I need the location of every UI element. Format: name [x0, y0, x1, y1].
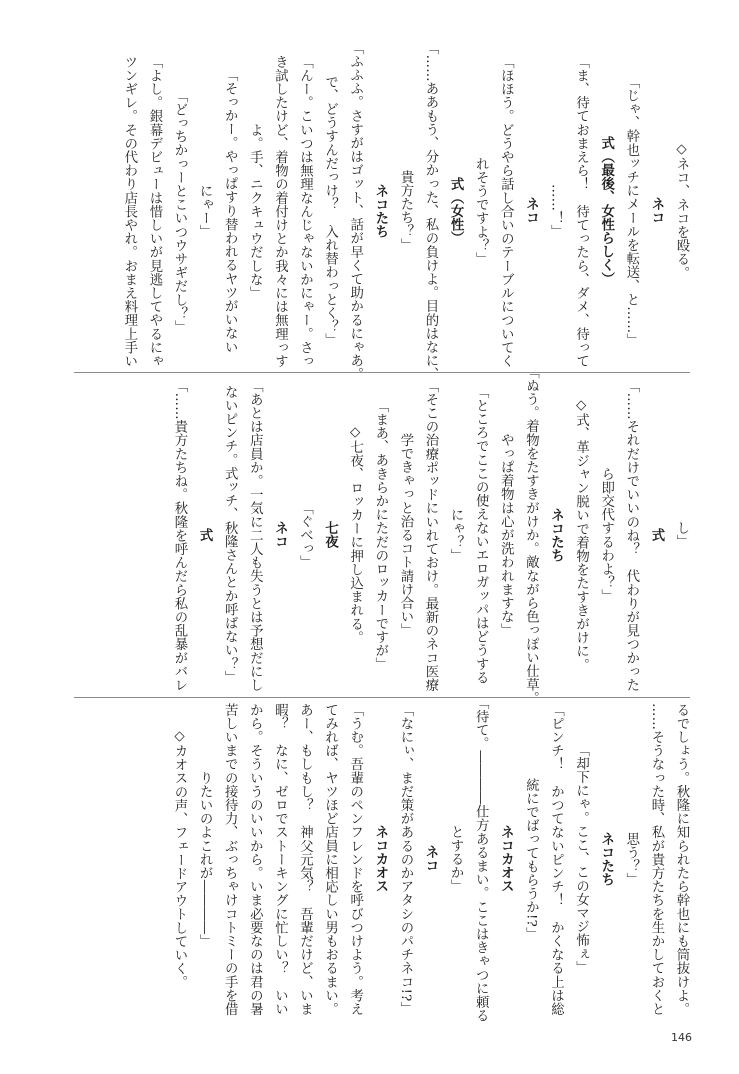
dialogue-line: 「うむ。吾輩のペンフレンドを呼びつけよう。考え	[347, 702, 363, 1016]
dialogue-line: 「そこの治療ポッドにいれておけ。最新のネコ医療	[423, 378, 438, 692]
speaker-name: ネコたち	[372, 183, 388, 239]
stage-direction: ◇七夜、ロッカーに押し込まれる。	[347, 425, 363, 645]
dialogue-line: ら即交代するわよ？」	[598, 467, 614, 603]
dialogue-line: ……！」	[548, 183, 564, 239]
dialogue-line: にゃ？」	[448, 507, 464, 563]
dialogue-line: とするか」	[448, 825, 464, 893]
dialogue-line: 「んー。こいつは無理なんじゃないかにゃー。さっ	[297, 54, 313, 368]
dialogue-line: 「よし。銀幕デビューは惜しいが見逃してやるにゃ	[146, 54, 162, 368]
speaker-name: ネコ	[648, 197, 664, 225]
speaker-name: 式（女性）	[448, 177, 464, 245]
speaker-name: ネコ	[523, 197, 539, 225]
dialogue-line: 「……貴方たちね。秋隆を呼んだら私の乱暴がバレ	[172, 378, 187, 692]
dialogue-line: 「待て。――――仕方あるまい。ここはきゃつに頼る	[473, 695, 489, 1023]
dialogue-line: 「ほほう。どうやら話し合いのテーブルについてく	[498, 54, 514, 368]
dialogue-line: 「ところでここの使えないエロガッパはどうする	[473, 385, 489, 685]
dialogue-line: ないピンチ。式ッチ、秋隆さんとか呼ばない？」	[222, 385, 238, 685]
speaker-name: ネコたち	[598, 831, 614, 887]
dialogue-line: 「どっちかっーとこいつウサギだし？」	[172, 88, 187, 334]
dialogue-line: ツンギレ。その代わり店長やれ。おまえ料理上手い	[121, 54, 137, 368]
text-tier-top	[74, 41, 690, 381]
dialogue-line: 暇？ なに、ゼロでストーキングに忙しい？ いい	[272, 702, 288, 1016]
dialogue-line: 「じゃ、幹也ッチにメールを転送、と……」	[623, 75, 639, 347]
dialogue-line: 「ふふふ。さすがはゴット、話が早くて助かるにゃあ。	[347, 41, 363, 381]
dialogue-line: から。そういうのいいから。いま必要なのは君の暑	[247, 702, 263, 1016]
speaker-name: ネコ	[272, 521, 288, 549]
dialogue-line: りたいのよこれが――――」	[197, 770, 213, 948]
dialogue-line: 「ぐべっ」	[297, 501, 313, 569]
speaker-name: 式	[648, 528, 664, 542]
stage-direction: ◇ネコ、ネコを殴る。	[674, 142, 689, 280]
dialogue-line: 「ピンチ！ かつてないピンチ！ かくなる上は総	[548, 702, 564, 1016]
dialogue-line: し」	[674, 521, 689, 549]
dialogue-line: 「あとは店員か。一気に二人も失うとは予想だにし	[247, 378, 263, 692]
dialogue-line: るでしょう。秋隆に知られたら幹也にも筒抜けよ。	[674, 702, 689, 1016]
dialogue-line: 学できゃっと治るコト請け合い」	[397, 433, 413, 637]
dialogue-line: 「ぬう。着物をたすきがけか。敵ながら色っぽい仕草。	[523, 365, 539, 705]
tier-divider-top	[74, 372, 690, 373]
dialogue-line: で、どうすんだっけ？ 入れ替わっとく？」	[322, 75, 338, 347]
dialogue-line: 「まあ、あきらかにただのロッカーですが」	[372, 399, 388, 671]
dialogue-line: 「却下にゃ。ここ、この女マジ怖ぇ」	[573, 743, 589, 975]
stage-direction: ◇式、革ジャン脱いで着物をたすきがけに。	[573, 398, 589, 672]
dialogue-line: やっぱ着物は心が洗われますな」	[498, 433, 514, 637]
stage-direction: ◇カオスの声、フェードアウトしていく。	[172, 729, 187, 989]
dialogue-line: 「そっかー。やっぱすり替われるヤツがいない	[222, 68, 238, 354]
speaker-name: 七夜	[322, 521, 338, 549]
tier-divider-bottom	[74, 697, 690, 698]
dialogue-line: てみれば、ヤツほど店員に相応しい男もおるまい。	[322, 702, 338, 1016]
text-tier-middle	[74, 365, 690, 705]
speaker-name: ネコカオス	[498, 825, 514, 893]
dialogue-line: 苦しいまでの接待力、ぶっちゃけコトミーの手を借	[222, 702, 238, 1016]
dialogue-line: よ。手、ニクキュウだしな」	[247, 122, 263, 300]
dialogue-line: 「なにぃ、まだ策があるのかアタシのパチネコ!?」	[397, 702, 413, 1016]
speaker-name: ネコ	[423, 845, 438, 873]
dialogue-line: 思う？」	[623, 831, 639, 887]
dialogue-line: 「……それだけでいいのね？ 代わりが見つかった	[623, 378, 639, 692]
dialogue-line: 貴方たち？」	[397, 170, 413, 252]
dialogue-line: 統にでばってもらうか!?」	[523, 777, 539, 941]
dialogue-line: れそうですよ？」	[473, 156, 489, 266]
speaker-name: ネコたち	[548, 507, 564, 563]
page-number: 146	[671, 1031, 692, 1044]
dialogue-line: あー、もしもし？ 神父元気？ 吾輩だけど、いま	[297, 702, 313, 1016]
dialogue-line: 「ま、待ておまえら！ 待てったら、ダメ、待って	[573, 54, 589, 368]
speaker-name: ネコカオス	[372, 825, 388, 893]
dialogue-line: 「……ああもう、分かった、私の負けよ。目的はなに、	[423, 41, 438, 381]
dialogue-line: にゃー」	[197, 183, 213, 239]
text-tier-bottom	[74, 695, 690, 1023]
dialogue-line: き試したけど、着物の着付けとか我々には無理っす	[272, 54, 288, 368]
speaker-name: 式（最後、女性らしく）	[598, 136, 614, 286]
dialogue-line: ……そうなった時、私が貴方たちを生かしておくと	[648, 702, 664, 1016]
speaker-name: 式	[197, 528, 213, 542]
